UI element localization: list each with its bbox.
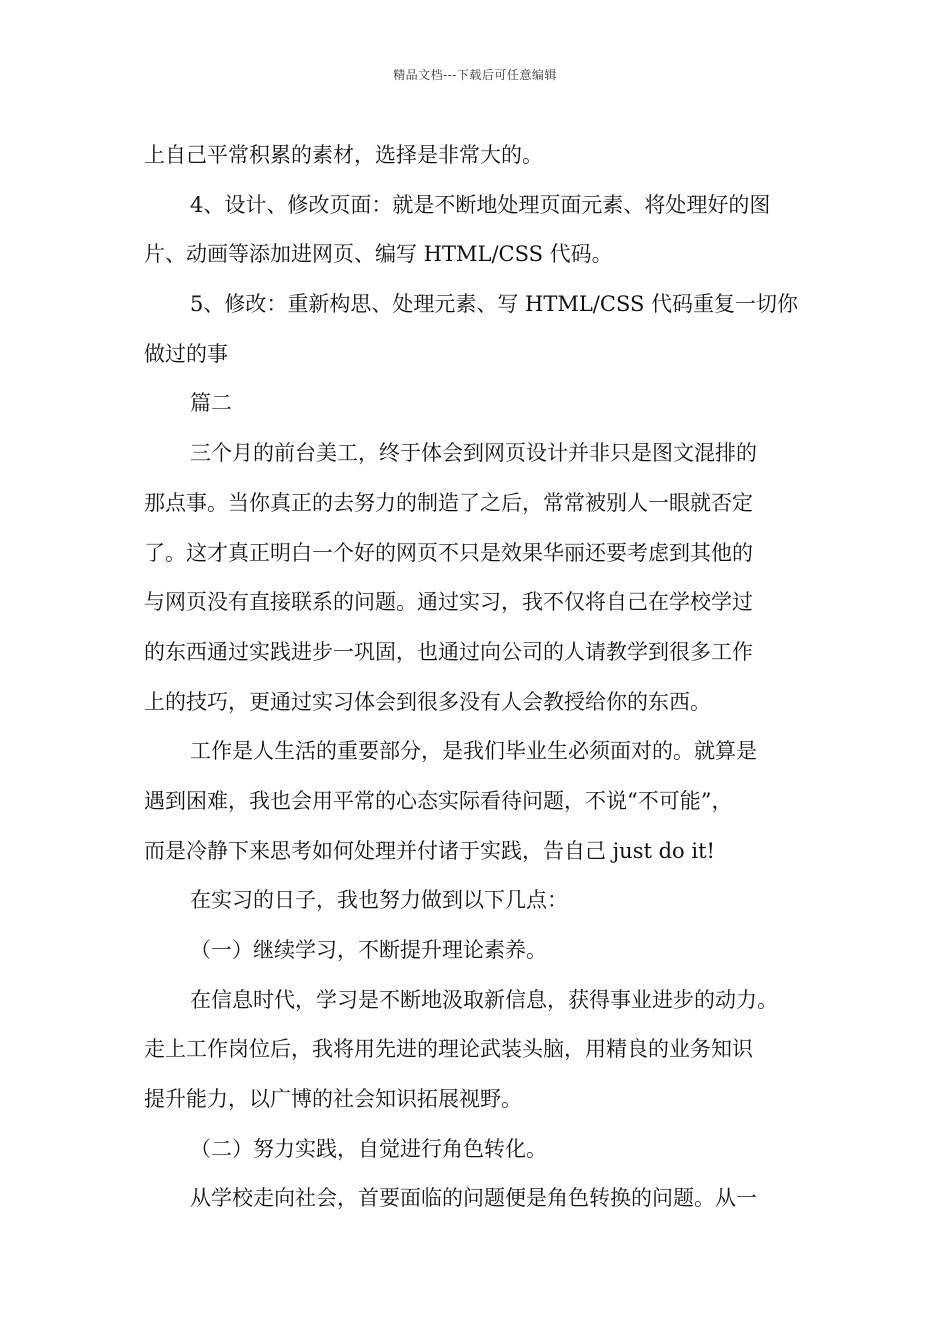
text-line: 上的技巧，更通过实习体会到很多没有人会教授给你的东西。 [144,689,711,714]
text-line: 从学校走向社会，首要面临的问题便是角色转换的问题。从一 [190,1186,757,1211]
text-line: 提升能力，以广博的社会知识拓展视野。 [144,1087,522,1112]
section-heading: 篇二 [190,391,232,416]
text-line: 与网页没有直接联系的问题。通过实习，我不仅将自己在学校学过 [144,590,753,615]
text-line: 走上工作岗位后，我将用先进的理论武装头脑，用精良的业务知识 [144,1037,753,1062]
page-header: 精品文档---下载后可任意编辑 [393,68,557,82]
text-line: 那点事。当你真正的去努力的制造了之后，常常被别人一眼就否定 [144,490,753,515]
text-line: 工作是人生活的重要部分，是我们毕业生必须面对的。就算是 [190,739,757,764]
subheading: （二）努力实践，自觉进行角色转化。 [190,1136,547,1161]
subheading: （一）继续学习，不断提升理论素养。 [190,938,547,962]
text-line: 的东西通过实践进步一巩固，也通过向公司的人请教学到很多工作 [144,639,753,664]
text-line: 遇到困难，我也会用平常的心态实际看待问题，不说“不可能”， [144,788,733,813]
text-line: 在实习的日子，我也努力做到以下几点： [190,888,568,913]
document-body [144,131,824,1224]
text-line: 4、设计、修改页面：就是不断地处理页面元素、将处理好的图 [190,192,771,217]
text-line: 上自己平常积累的素材，选择是非常大的。 [144,143,543,167]
text-line: 5、修改：重新构思、处理元素、写 HTML/CSS 代码重复一切你 [190,292,799,317]
text-line: 片、动画等添加进网页、编写 HTML/CSS 代码。 [144,242,613,267]
text-line: 而是冷静下来思考如何处理并付诸于实践，告自己 just do it! [144,838,715,863]
text-line: 三个月的前台美工，终于体会到网页设计并非只是图文混排的 [190,441,757,466]
text-line: 在信息时代，学习是不断地汲取新信息，获得事业进步的动力。 [190,987,778,1012]
text-line: 了。这才真正明白一个好的网页不只是效果华丽还要考虑到其他的 [144,540,753,565]
text-line: 做过的事 [144,341,228,366]
